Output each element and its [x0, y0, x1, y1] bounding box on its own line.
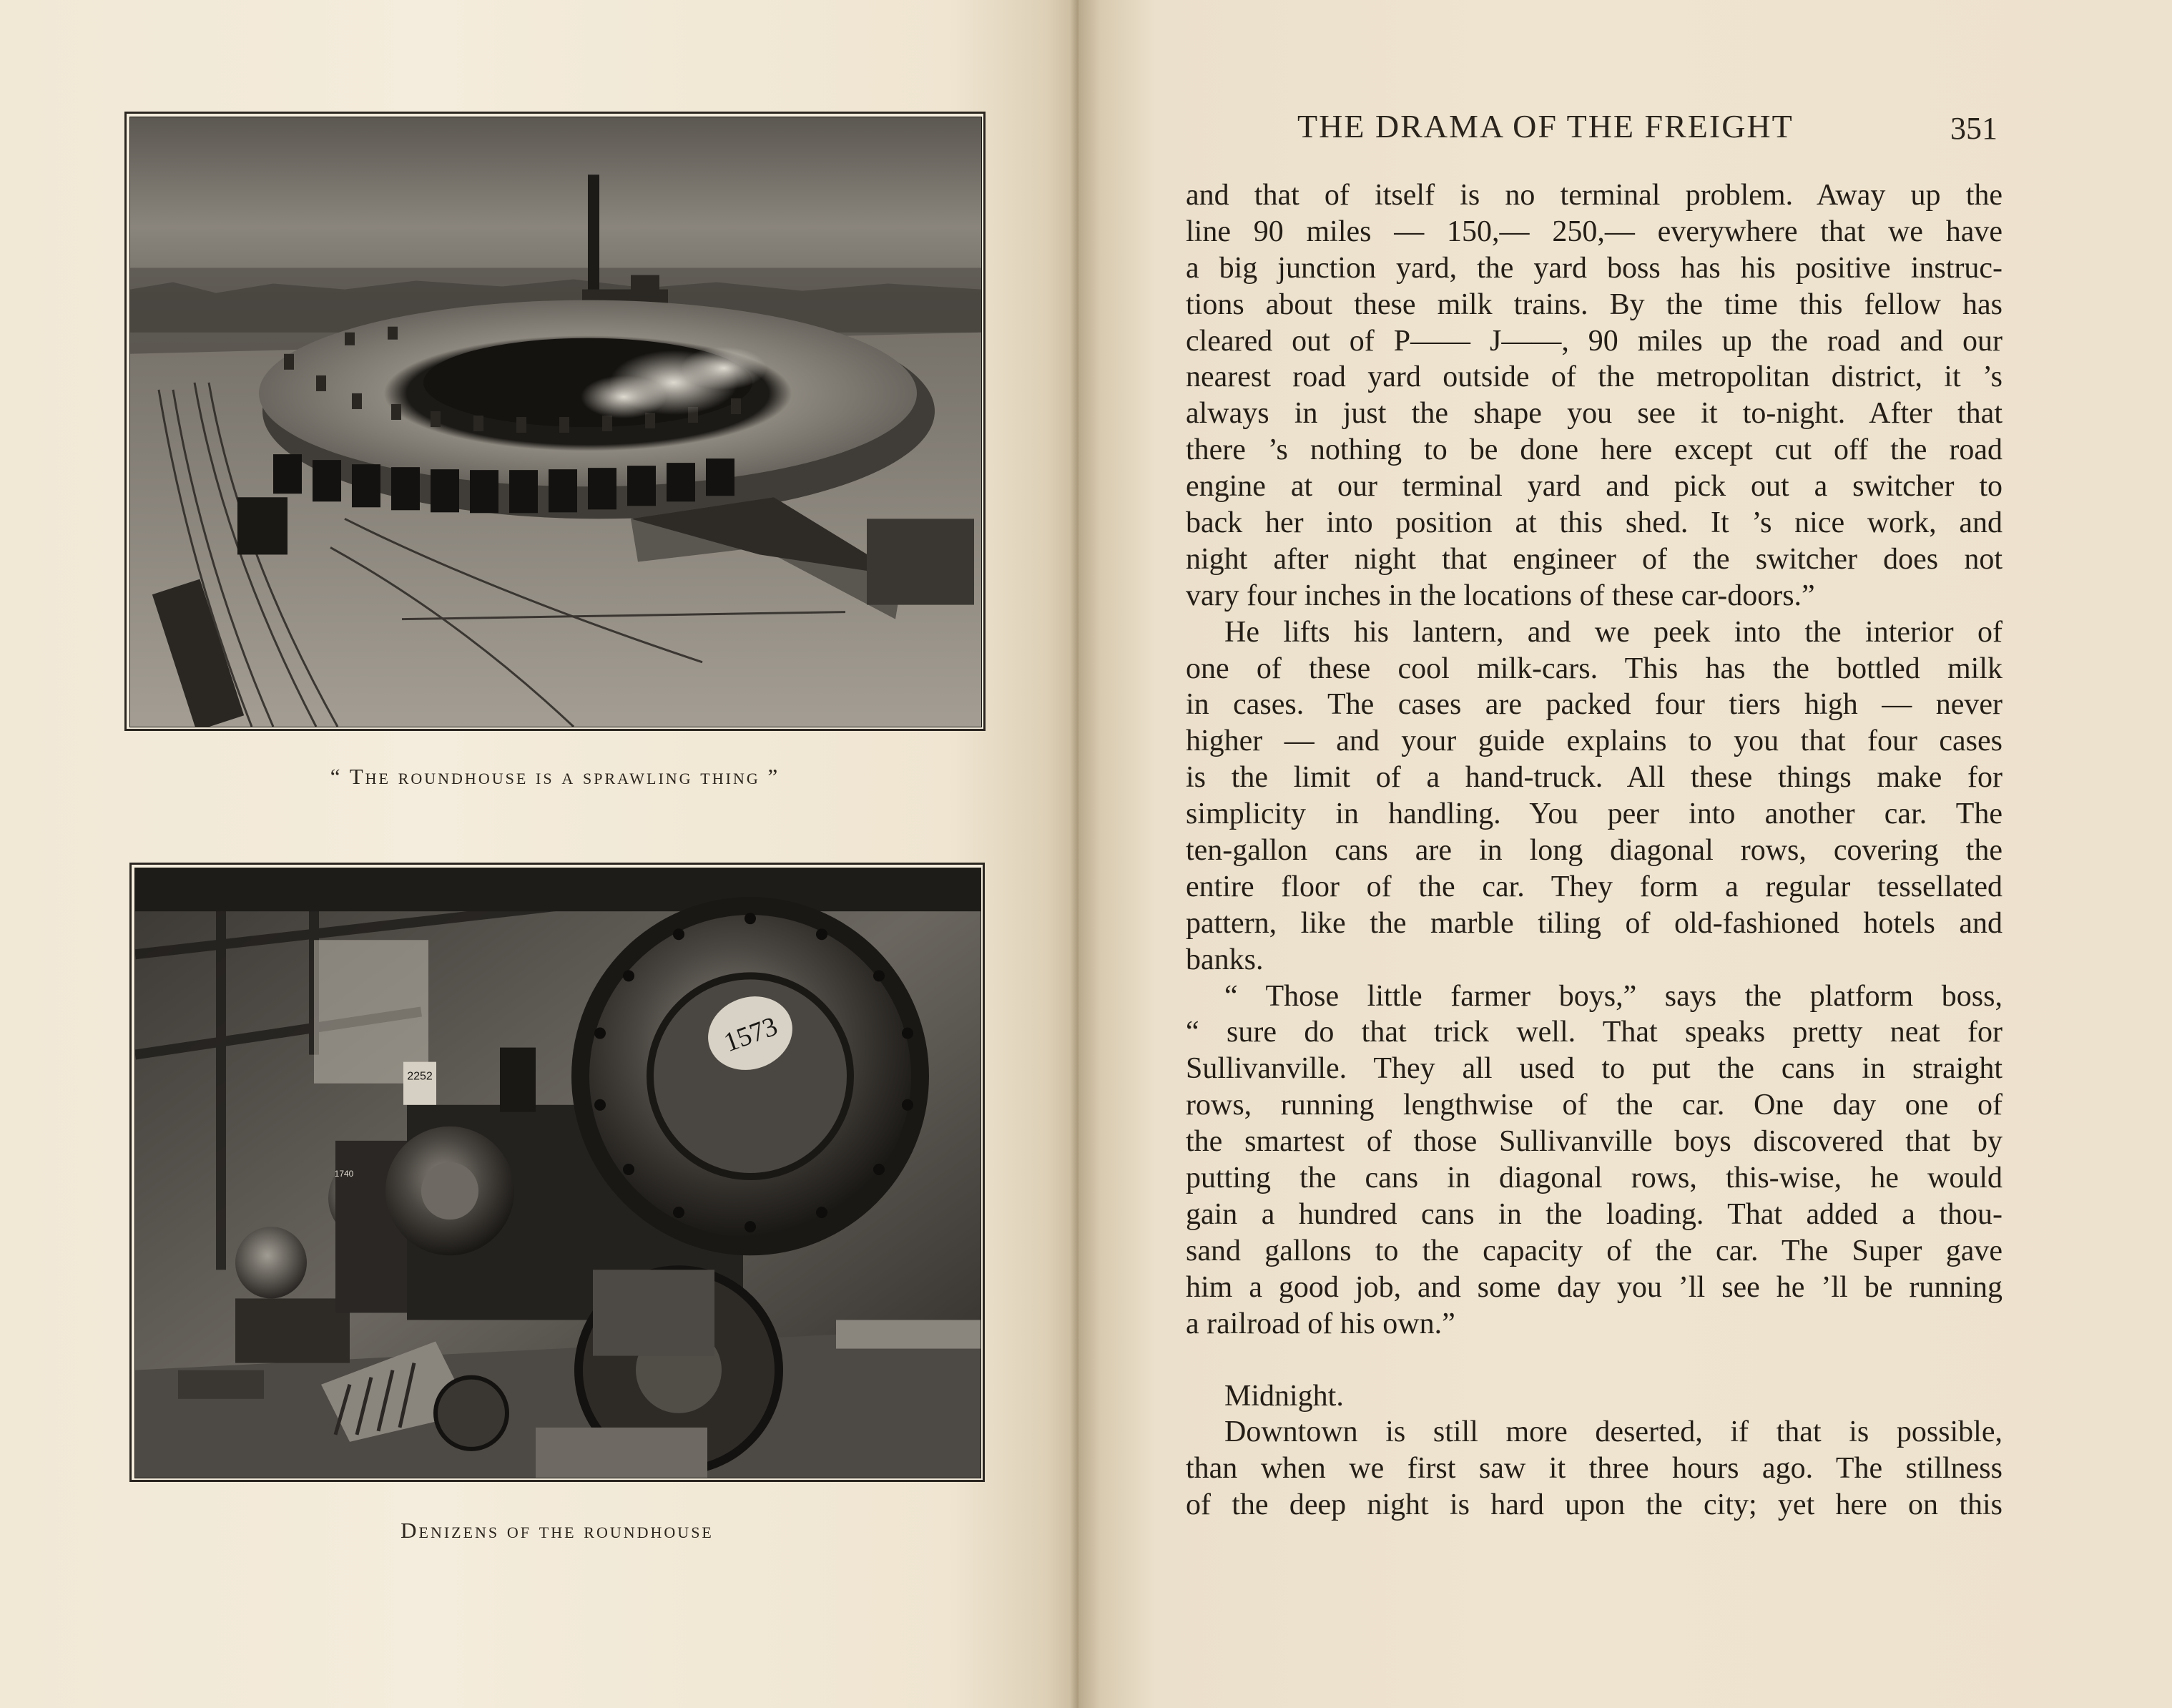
text-line: night after night that engineer of the switcher does not [1186, 542, 2003, 576]
text-line: gain a hundred cans in the loading. That added a thou- [1186, 1197, 2003, 1231]
text-line: Sullivanville. They all used to put the cans in straight [1186, 1052, 2003, 1086]
engine-number-2252: 2252 [407, 1070, 433, 1083]
text-line: nearest road yard outside of the metropolitan district, it ’s [1186, 360, 2003, 394]
locomotives-illustration [135, 868, 981, 1478]
locomotives-photo-plate [129, 863, 985, 1482]
text-line: Downtown is still more deserted, if that is possible, [1224, 1415, 2003, 1449]
roundhouse-illustration [130, 117, 981, 727]
text-line: banks. [1186, 943, 1264, 976]
plate-caption-denizens: Denizens of the roundhouse [401, 1518, 714, 1543]
text-line: Midnight. [1224, 1379, 1344, 1413]
text-line: putting the cans in diagonal rows, this-wise, he would [1186, 1162, 2003, 1195]
text-line: a railroad of his own.” [1186, 1307, 1455, 1340]
text-line: one of these cool milk-cars. This has the bottled milk [1186, 652, 2003, 685]
text-line: him a good job, and some day you ’ll see he ’ll be running [1186, 1270, 2003, 1304]
text-line: He lifts his lantern, and we peek into the interior of [1224, 615, 2003, 649]
roundhouse-photo-plate [124, 112, 986, 731]
engine-number-plate: 1573 [719, 1011, 782, 1059]
text-line: than when we first saw it three hours ago. The stillness [1186, 1452, 2003, 1486]
text-line: “ sure do that trick well. That speaks pretty neat for [1186, 1016, 2003, 1049]
text-line: vary four inches in the locations of these car-doors.” [1186, 579, 1815, 612]
text-line: is the limit of a hand-truck. All these things make for [1186, 761, 2003, 795]
text-line: entire floor of the car. They form a regular tessellated [1186, 870, 2003, 903]
engine-number-1740: 1740 [334, 1168, 354, 1179]
text-line: line 90 miles — 150,— 250,— everywhere that we have [1186, 215, 2003, 248]
text-line: back her into position at this shed. It ’s nice work, and [1186, 506, 2003, 540]
text-line: and that of itself is no terminal problem. Away up the [1186, 179, 2003, 212]
running-head: THE DRAMA OF THE FREIGHT [1297, 108, 1794, 144]
text-line: sand gallons to the capacity of the car. The Super gave [1186, 1234, 2003, 1267]
text-line: in cases. The cases are packed four tiers high — never [1186, 688, 2003, 722]
text-line: there ’s nothing to be done here except cut off the road [1186, 433, 2003, 467]
text-line: simplicity in handling. You peer into another car. The [1186, 797, 2003, 831]
paragraph [1186, 177, 2003, 614]
text-line: cleared out of P—— J——, 90 miles up the road and our [1186, 324, 2003, 358]
text-line: engine at our terminal yard and pick out a switcher to [1186, 470, 2003, 504]
locomotives-photo [134, 868, 981, 1478]
plate-caption-roundhouse: “ The roundhouse is a sprawling thing ” [330, 764, 780, 789]
text-line: rows, running lengthwise of the car. One day one of [1186, 1089, 2003, 1122]
left-page [0, 0, 1078, 1708]
text-line: the smartest of those Sullivanville boys discovered that by [1186, 1125, 2003, 1159]
paragraph [1186, 1414, 2003, 1523]
text-line: tions about these milk trains. By the time this fellow has [1186, 288, 2003, 321]
paragraph [1186, 1378, 2003, 1415]
paragraph [1186, 978, 2003, 1343]
text-line: a big junction yard, the yard boss has his positive instruc- [1186, 251, 2003, 285]
body-text [1186, 177, 2003, 1523]
page-number: 351 [1950, 111, 1997, 146]
paragraph-gap [1186, 1343, 2003, 1378]
text-line: pattern, like the marble tiling of old-fashioned hotels and [1186, 906, 2003, 940]
text-line: higher — and your guide explains to you that four cases [1186, 725, 2003, 758]
roundhouse-photo [129, 117, 982, 727]
text-line: of the deep night is hard upon the city; yet here on this [1186, 1488, 2003, 1522]
text-line: ten-gallon cans are in long diagonal rows, covering the [1186, 834, 2003, 868]
text-line: always in just the shape you see it to-night. After that [1186, 397, 2003, 431]
text-line: “ Those little farmer boys,” says the platform boss, [1224, 979, 2003, 1013]
paragraph [1186, 614, 2003, 978]
